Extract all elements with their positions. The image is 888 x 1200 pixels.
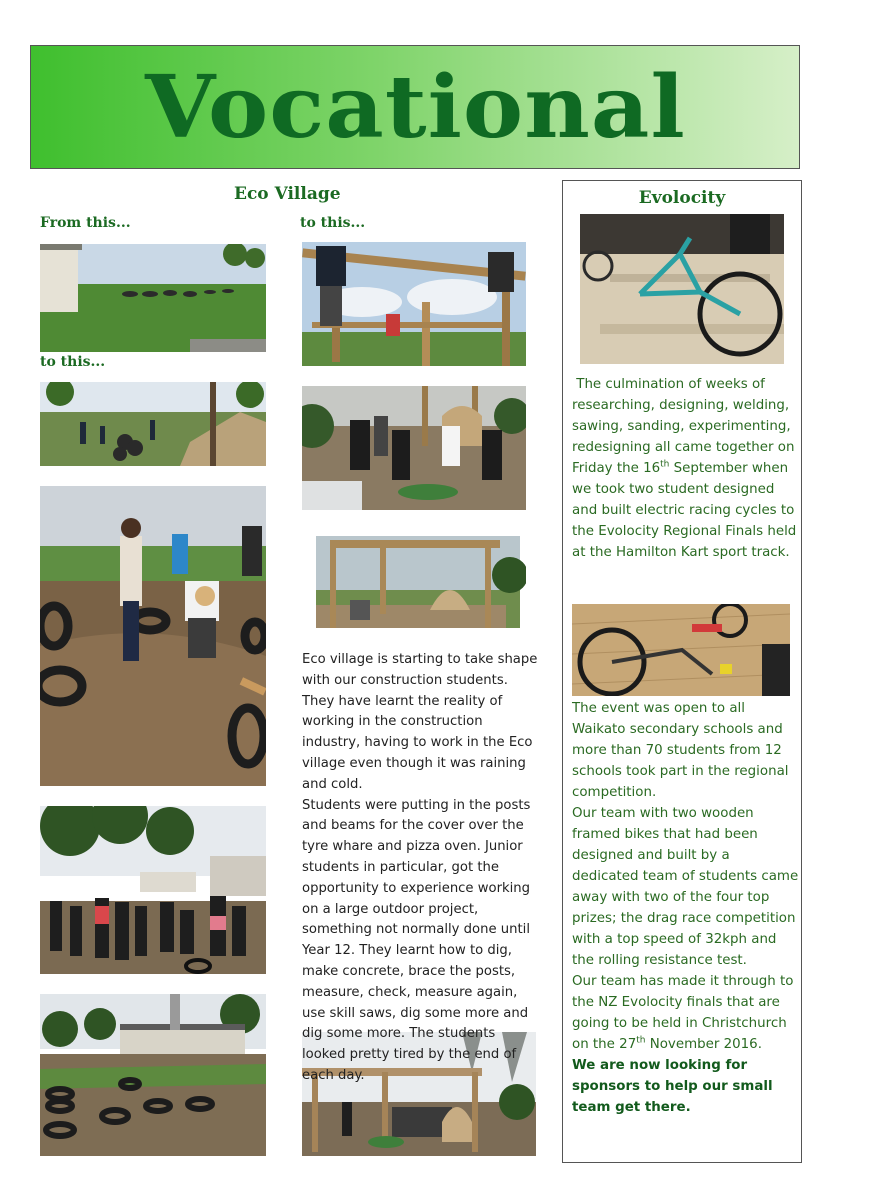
photo-group-of-students bbox=[40, 806, 266, 974]
evolocity-p1-b: September when we took two student designed and built electric racing cycles to the Evolocity Regional Finals held at the Hamilton Kart sport track. bbox=[572, 461, 797, 560]
page-title: Vocational bbox=[144, 56, 686, 158]
from-this-label: From this... bbox=[40, 215, 131, 231]
eco-village-title: Eco Village bbox=[234, 184, 341, 204]
evolocity-body bbox=[572, 698, 800, 1118]
photo-field-before bbox=[40, 244, 266, 352]
photo-students-mixing-concrete bbox=[302, 386, 526, 510]
to-this-label-left: to this... bbox=[40, 354, 106, 370]
to-this-label-right: to this... bbox=[300, 215, 366, 231]
photo-students-on-beams bbox=[302, 242, 526, 366]
evolocity-p4-a: Our team has made it through to the NZ Evolocity finals that are going to be held in Christchurch on the 27 bbox=[572, 974, 794, 1052]
header-banner bbox=[30, 45, 800, 169]
evolocity-title: Evolocity bbox=[638, 188, 726, 208]
evolocity-p4-sup: th bbox=[636, 1035, 646, 1046]
evolocity-intro bbox=[572, 374, 800, 563]
evolocity-paragraph-3: Our team with two wooden framed bikes that had been designed and built by a dedicated team of students came away with two of the four top prizes; the drag race competition with a top speed of 32kph and the rolling resistance test. bbox=[572, 806, 799, 968]
evolocity-sponsor-call: We are now looking for sponsors to help our small team get there. bbox=[572, 1058, 773, 1115]
evolocity-p1-sup: th bbox=[660, 459, 670, 470]
evolocity-paragraph-2: The event was open to all Waikato secondary schools and more than 70 students from 12 schools took part in the regional competition. bbox=[572, 701, 789, 800]
photo-bicycle-on-workbench bbox=[580, 214, 784, 364]
evolocity-p4-b: November 2016. bbox=[645, 1037, 762, 1052]
eco-village-paragraph-2: Students were putting in the posts and beams for the cover over the tyre whare and pizza oven. Junior students in particular, got the opportunity to experience working on a large outdoor project, something not normally done until Year 12. They learnt how to dig, make concrete, brace the posts, measure, check, measure again, use skill saws, dig some more and dig some more. The students looked pretty tired by the end of each day. bbox=[302, 797, 531, 1083]
photo-bike-parts-on-floor bbox=[572, 604, 790, 696]
photo-students-digging-site bbox=[40, 382, 266, 466]
evolocity-p1-a: The culmination of weeks of researching, designing, welding, sawing, sanding, experimenting, redesigning all came together on Friday the 16 bbox=[572, 377, 795, 476]
photo-tyres-and-field bbox=[40, 994, 266, 1156]
photo-timber-frame-shelter bbox=[310, 530, 526, 636]
photo-students-digging-tyres bbox=[40, 486, 266, 786]
eco-village-body bbox=[302, 650, 542, 1087]
eco-village-paragraph-1: Eco village is starting to take shape with our construction students. They have learnt the reality of working in the construction industry, having to work in the Eco village even though it was raining and cold. bbox=[302, 652, 538, 792]
